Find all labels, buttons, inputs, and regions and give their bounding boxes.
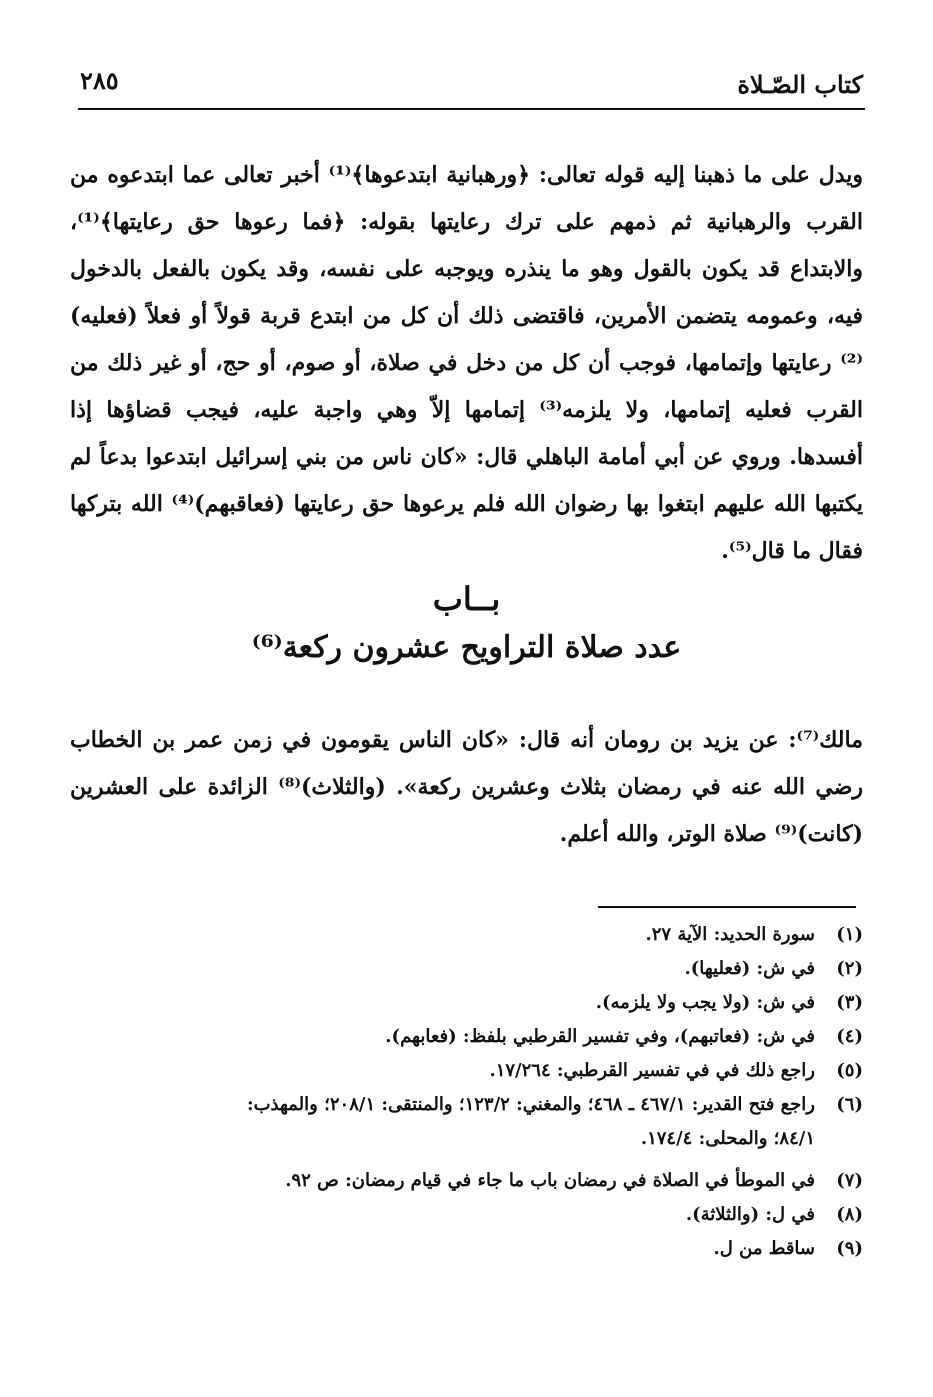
footnote-text: في ش: (فعاتبهم)، وفي تفسير القرطبي بلفظ: (فعابهم). xyxy=(385,1026,815,1047)
footnote-number: (٣) xyxy=(836,992,863,1013)
footnote-8 xyxy=(60,1198,863,1232)
footnote-text: في الموطأ في الصلاة في رمضان باب ما جاء في قيام رمضان: ص ٩٢. xyxy=(285,1170,815,1191)
body-paragraph-1: ويدل على ما ذهبنا إليه قوله تعالى: ﴿ورهبانية ابتدعوها﴾⁽¹⁾ أخبر تعالى عما ابتدعوه من القرب والرهبانية ثم ذمهم على ترك رعايتها بقوله: ﴿فما رعوها حق رعايتها﴾⁽¹⁾، والابتداع قد يكون بالقول وهو ما ينذره ويوجبه على نفسه، وقد يكون بالفعل بالدخول فيه، وعمومه يتضمن الأمرين، فاقتضى ذلك أن كل من ابتدع قربة قولاً أو فعلاً (فعليه)⁽²⁾ رعايتها وإتمامها، فوجب أن كل من دخل في صلاة، أو صوم، أو حج، أو غير ذلك من القرب فعليه إتمامها، ولا يلزمه⁽³⁾ إتمامها إلاّ وهي واجبة عليه، فيجب قضاؤها إذا أفسدها. وروي عن أبي أمامة الباهلي قال: «كان ناس من بني إسرائيل ابتدعوا بدعاً لم يكتبها الله عليهم ابتغوا بها رضوان الله فلم يرعوها حق رعايتها (فعاقبهم)⁽⁴⁾ الله بتركها فقال ما قال⁽⁵⁾. xyxy=(70,162,864,564)
footnote-text: ساقط من ل. xyxy=(713,1238,815,1259)
footnote-text: راجع فتح القدير: ٤٦٧/١ ـ ٤٦٨؛ والمغني: ١٢٣/٢؛ والمنتقى: ٢٠٨/١؛ والمهذب: xyxy=(246,1094,815,1115)
chapter-title: عدد صلاة التراويح عشرون ركعة⁽⁶⁾ xyxy=(251,630,682,665)
footnote-number: (٨) xyxy=(836,1204,863,1225)
footnote-5 xyxy=(60,1054,863,1088)
footnote-number: (٧) xyxy=(836,1170,863,1191)
footnote-number: (٥) xyxy=(836,1060,863,1081)
footnote-text: في ش: (ولا يجب ولا يلزمه). xyxy=(595,992,815,1013)
body-paragraph-2: مالك⁽⁷⁾: عن يزيد بن رومان أنه قال: «كان الناس يقومون في زمن عمر بن الخطاب رضي الله عنه في رمضان بثلاث وعشرين ركعة». (والثلاث)⁽⁸⁾ الزائدة على العشرين (كانت)⁽⁹⁾ صلاة الوتر، والله أعلم. xyxy=(70,727,864,847)
footnote-text: في ش: (فعليها). xyxy=(684,958,815,979)
footnote-text: راجع ذلك في في تفسير القرطبي: ١٧/٢٦٤. xyxy=(489,1060,815,1081)
footnote-text: سورة الحديد: الآية ٢٧. xyxy=(645,924,815,945)
header-rule xyxy=(78,108,865,110)
footnote-number: (٢) xyxy=(836,958,863,979)
page-number: ٢٨٥ xyxy=(80,66,119,95)
footnote-6 xyxy=(60,1088,863,1122)
footnote-number: (٦) xyxy=(836,1094,863,1115)
footnote-text: في ل: (والثلاثة). xyxy=(685,1204,815,1225)
footnote-9 xyxy=(60,1232,863,1266)
footnote-2 xyxy=(60,952,863,986)
footnotes xyxy=(60,918,863,1266)
footnote-4 xyxy=(60,1020,863,1054)
footnote-number: (١) xyxy=(836,924,863,945)
footnote-number: (٤) xyxy=(836,1026,863,1047)
footnote-3 xyxy=(60,986,863,1020)
footnote-7 xyxy=(60,1164,863,1198)
running-title: كتاب الصّـلاة xyxy=(737,70,863,99)
footnote-6-continuation: ٨٤/١؛ والمحلى: ١٧٤/٤. xyxy=(640,1128,815,1149)
footnote-1 xyxy=(60,918,863,952)
chapter-label: بــاب xyxy=(432,580,501,618)
footnote-separator xyxy=(598,906,856,908)
footnote-number: (٩) xyxy=(836,1238,863,1259)
